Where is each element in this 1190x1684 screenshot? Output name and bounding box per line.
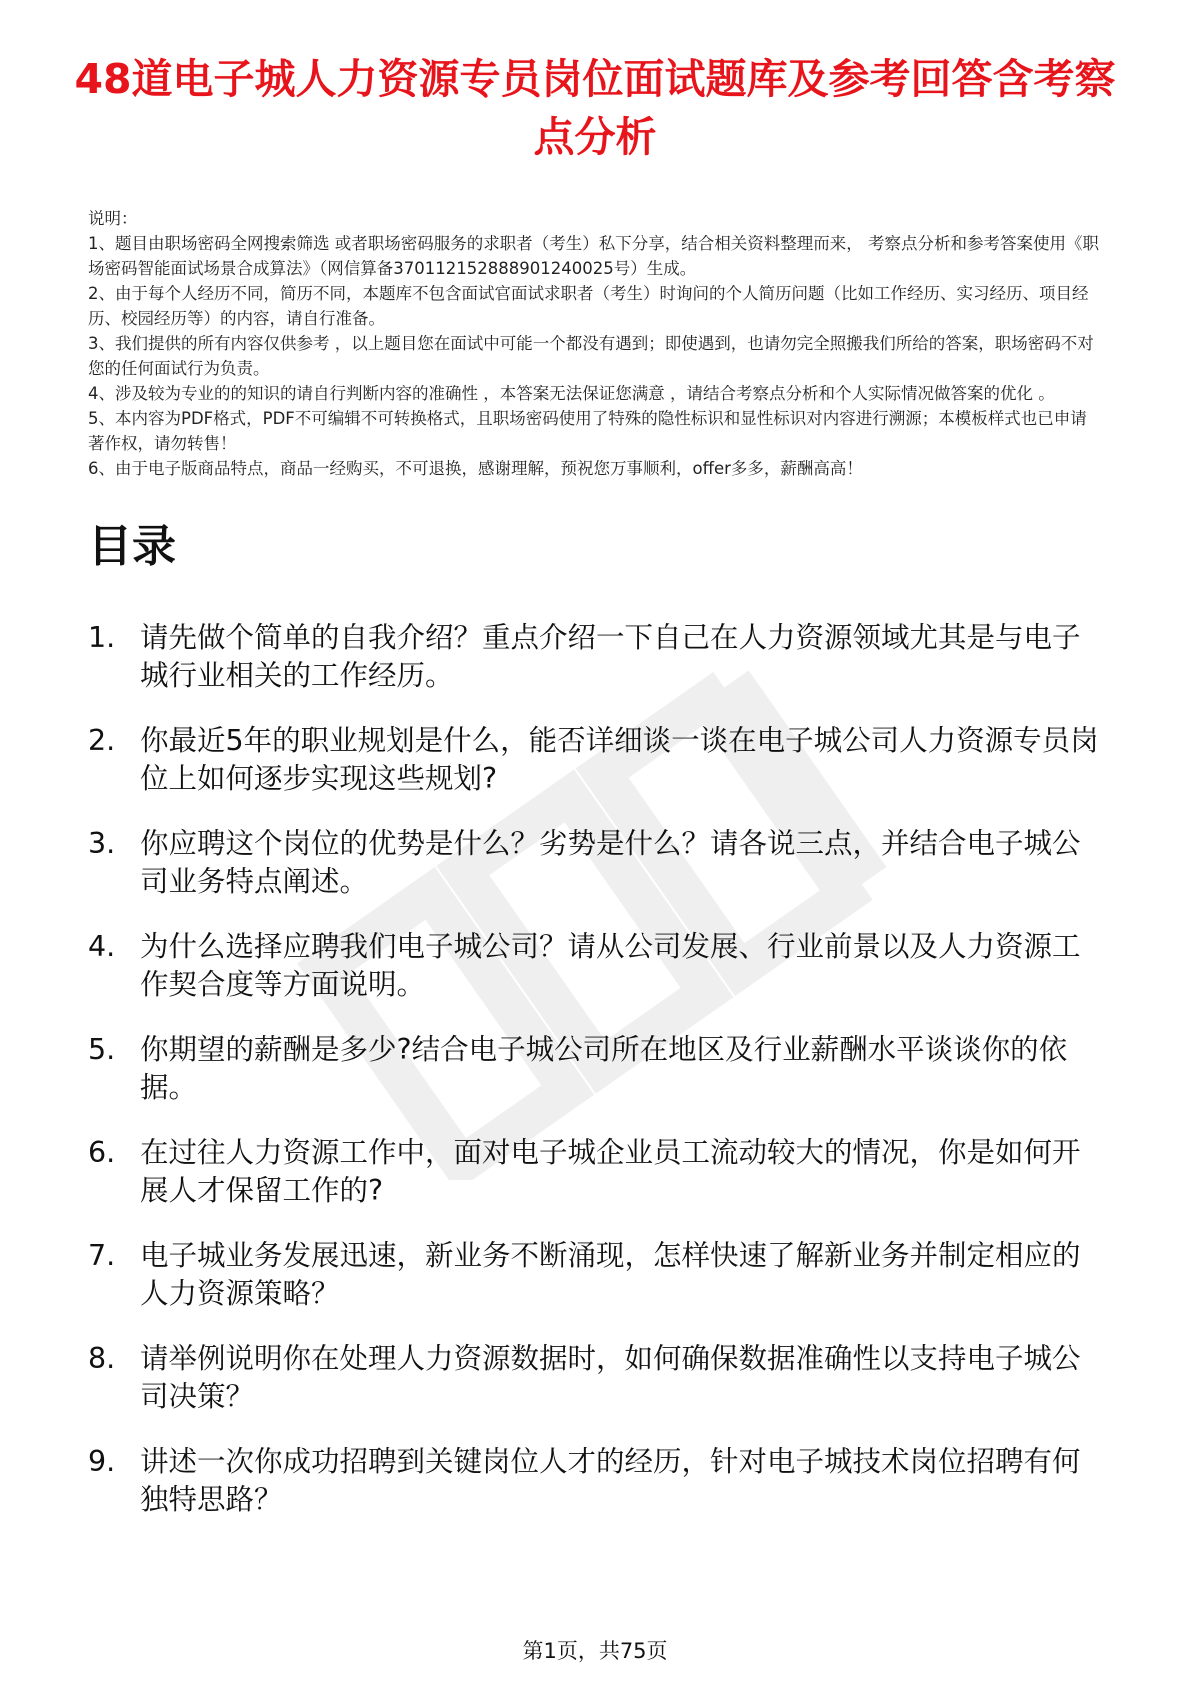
toc-item[interactable] (88, 619, 1102, 695)
note-item: 1、题目由职场密码全网搜索筛选 或者职场密码服务的求职者（考生）私下分享，结合相关资料整理而来， 考察点分析和参考答案使用《职场密码智能面试场景合成算法》（网信算备370112152888901240025号）生成。 (88, 234, 1099, 278)
toc-item-number: 4. (88, 930, 116, 963)
toc-item-text: 请先做个简单的自我介绍？重点介绍一下自己在人力资源领域尤其是与电子城行业相关的工作经历。 (140, 621, 1081, 692)
toc-item-text: 电子城业务发展迅速，新业务不断涌现，怎样快速了解新业务并制定相应的人力资源策略？ (140, 1239, 1081, 1310)
toc-item[interactable] (88, 928, 1102, 1004)
toc-item-number: 9. (88, 1445, 116, 1478)
toc-item-number: 5. (88, 1033, 116, 1066)
note-item: 6、由于电子版商品特点，商品一经购买，不可退换，感谢理解，预祝您万事顺利，offer多多，薪酬高高！ (88, 459, 863, 478)
document-title: 48道电子城人力资源专员岗位面试题库及参考回答含考察点分析 (74, 55, 1116, 161)
toc-list (88, 619, 1102, 1519)
toc-heading: 目录 (88, 521, 176, 572)
toc-item-text: 你应聘这个岗位的优势是什么？劣势是什么？请各说三点，并结合电子城公司业务特点阐述。 (140, 827, 1081, 898)
toc-item[interactable] (88, 1134, 1102, 1210)
toc-item-text: 在过往人力资源工作中，面对电子城企业员工流动较大的情况，你是如何开展人才保留工作的? (140, 1136, 1081, 1207)
toc-item[interactable] (88, 722, 1102, 798)
note-item: 5、本内容为PDF格式，PDF不可编辑不可转换格式，且职场密码使用了特殊的隐性标识和显性标识对内容进行溯源；本模板样式也已申请著作权，请勿转售！ (88, 409, 1087, 453)
toc-item-number: 2. (88, 724, 116, 757)
toc-item-text: 为什么选择应聘我们电子城公司？请从公司发展、行业前景以及人力资源工作契合度等方面说明。 (140, 930, 1081, 1001)
toc-item-number: 6. (88, 1136, 116, 1169)
notes-heading: 说明： (88, 209, 138, 228)
toc-item[interactable] (88, 1031, 1102, 1107)
toc-item-text: 请举例说明你在处理人力资源数据时，如何确保数据准确性以支持电子城公司决策？ (140, 1342, 1081, 1413)
toc-item-text: 你期望的薪酬是多少?结合电子城公司所在地区及行业薪酬水平谈谈你的依据。 (140, 1033, 1068, 1104)
notes-section (88, 206, 1102, 481)
note-item: 2、由于每个人经历不同，简历不同，本题库不包含面试官面试求职者（考生）时询问的个人简历问题（比如工作经历、实习经历、项目经历、校园经历等）的内容，请自行准备。 (88, 284, 1089, 328)
toc-item[interactable] (88, 825, 1102, 901)
toc-item-number: 7. (88, 1239, 116, 1272)
toc-item[interactable] (88, 1443, 1102, 1519)
page-footer: 第1页，共75页 (522, 1639, 668, 1663)
toc-item[interactable] (88, 1237, 1102, 1313)
toc-item-number: 1. (88, 621, 116, 654)
toc-item-number: 8. (88, 1342, 116, 1375)
note-item: 3、我们提供的所有内容仅供参考 ，以上题目您在面试中可能一个都没有遇到；即使遇到，也请勿完全照搬我们所给的答案，职场密码不对您的任何面试行为负责。 (88, 334, 1094, 378)
note-item: 4、涉及较为专业的的知识的请自行判断内容的准确性 ，本答案无法保证您满意 ，请结合考察点分析和个人实际情况做答案的优化 。 (88, 384, 1055, 403)
toc-item-text: 讲述一次你成功招聘到关键岗位人才的经历，针对电子城技术岗位招聘有何独特思路？ (140, 1445, 1081, 1516)
toc-item[interactable] (88, 1340, 1102, 1416)
toc-item-text: 你最近5年的职业规划是什么，能否详细谈一谈在电子城公司人力资源专员岗位上如何逐步实现这些规划? (140, 724, 1099, 795)
toc-item-number: 3. (88, 827, 116, 860)
